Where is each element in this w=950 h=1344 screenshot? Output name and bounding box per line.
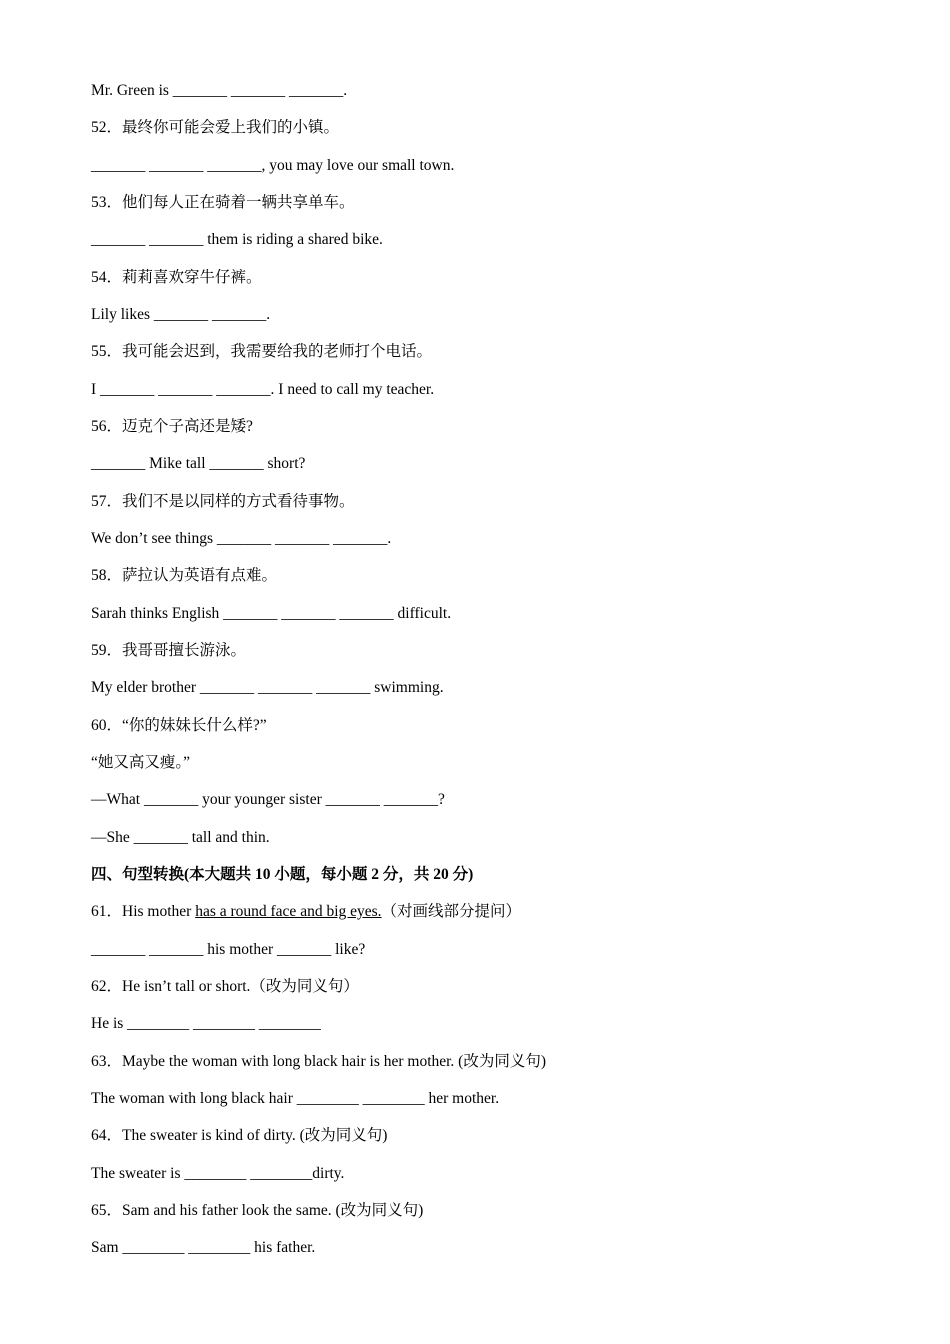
question-60-reply: “她又高又瘦。” [91, 754, 191, 771]
text-line: Mr. Green is _______ _______ _______. [91, 82, 348, 99]
answer-line-58: Sarah thinks English _______ _______ _______ difficult. [91, 605, 452, 622]
question-52: 52．最终你可能会爱上我们的小镇。 [91, 119, 340, 136]
question-63: 63．Maybe the woman with long black hair is her mother. (改为同义句) [91, 1053, 547, 1070]
question-58: 58．萨拉认为英语有点难。 [91, 567, 278, 584]
answer-line-53: _______ _______ them is riding a shared bike. [91, 231, 383, 248]
question-65: 65．Sam and his father look the same. (改为同义句) [91, 1202, 424, 1219]
question-61-suffix: （对画线部分提问） [381, 903, 522, 920]
answer-line-54: Lily likes _______ _______. [91, 306, 271, 323]
answer-line-59: My elder brother _______ _______ _______ swimming. [91, 679, 444, 696]
question-54: 54．莉莉喜欢穿牛仔裤。 [91, 269, 262, 286]
answer-line-56: _______ Mike tall _______ short? [91, 455, 306, 472]
question-61 [91, 902, 911, 922]
question-53: 53．他们每人正在骑着一辆共享单车。 [91, 194, 355, 211]
answer-line-65: Sam ________ ________ his father. [91, 1239, 316, 1256]
answer-line-64: The sweater is ________ ________dirty. [91, 1165, 345, 1182]
question-59: 59．我哥哥擅长游泳。 [91, 642, 247, 659]
question-64: 64．The sweater is kind of dirty. (改为同义句) [91, 1127, 388, 1144]
question-62: 62．He isn’t tall or short.（改为同义句） [91, 978, 359, 995]
question-55: 55．我可能会迟到，我需要给我的老师打个电话。 [91, 343, 433, 360]
question-60: 60．“你的妹妹长什么样?” [91, 717, 267, 734]
answer-line-60-a: —What _______ your younger sister _______ _______? [91, 791, 445, 808]
question-61-underlined: has a round face and big eyes. [195, 903, 382, 920]
answer-line-55: I _______ _______ _______. I need to call my teacher. [91, 381, 435, 398]
answer-line-52: _______ _______ _______, you may love our small town. [91, 157, 455, 174]
answer-line-57: We don’t see things _______ _______ _______. [91, 530, 392, 547]
section-heading: 四、句型转换(本大题共 10 小题，每小题 2 分，共 20 分) [91, 866, 474, 883]
answer-line-63: The woman with long black hair ________ ________ her mother. [91, 1090, 500, 1107]
question-57: 57．我们不是以同样的方式看待事物。 [91, 493, 355, 510]
answer-line-62: He is ________ ________ ________ [91, 1015, 321, 1032]
question-61-prefix: 61．His mother [91, 903, 196, 920]
question-56: 56．迈克个子高还是矮? [91, 418, 253, 435]
answer-line-61: _______ _______ his mother _______ like? [91, 941, 366, 958]
answer-line-60-b: —She _______ tall and thin. [91, 829, 270, 846]
